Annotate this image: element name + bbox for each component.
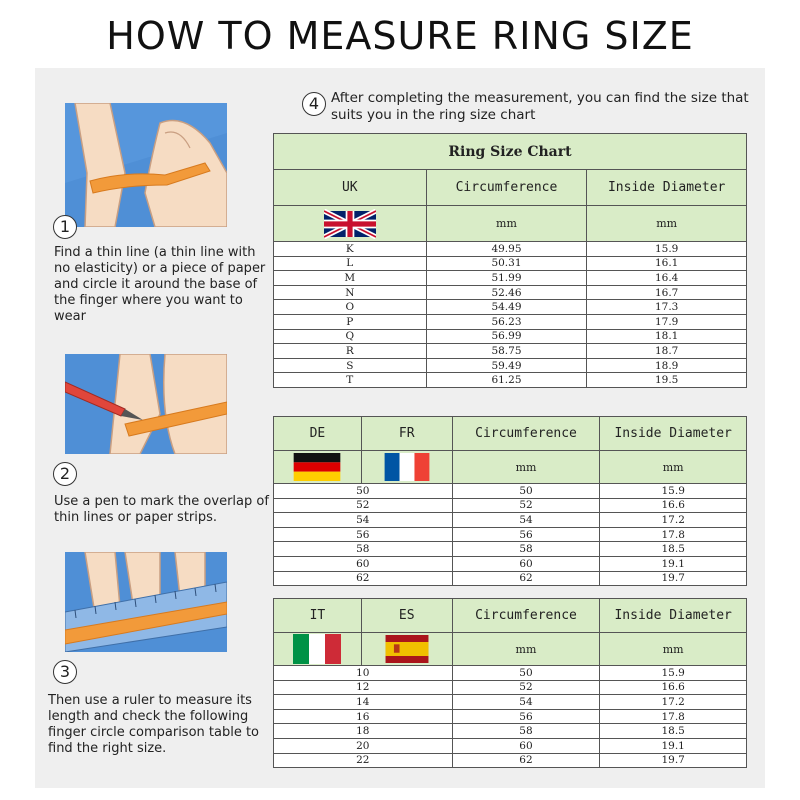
size-cell: 54 bbox=[274, 513, 453, 528]
header-inside-diameter: Inside Diameter bbox=[600, 417, 747, 451]
table-row bbox=[274, 709, 747, 724]
circumference-cell: 51.99 bbox=[426, 271, 587, 286]
inside-diameter-cell: 18.1 bbox=[587, 329, 747, 344]
inside-diameter-cell: 15.9 bbox=[587, 242, 747, 257]
circumference-cell: 56.99 bbox=[426, 329, 587, 344]
inside-diameter-cell: 18.9 bbox=[587, 358, 747, 373]
circumference-cell: 52 bbox=[452, 680, 600, 695]
circumference-cell: 62 bbox=[452, 753, 600, 768]
size-cell: 22 bbox=[274, 753, 453, 768]
table-row bbox=[274, 556, 747, 571]
step4-number: 4 bbox=[302, 92, 326, 116]
table-row bbox=[274, 285, 747, 300]
circumference-cell: 61.25 bbox=[426, 373, 587, 388]
circumference-cell: 50 bbox=[452, 666, 600, 681]
size-cell: 10 bbox=[274, 666, 453, 681]
table-row bbox=[274, 373, 747, 388]
size-cell: 20 bbox=[274, 738, 453, 753]
unit-circumference: mm bbox=[426, 206, 587, 242]
circumference-cell: 60 bbox=[452, 738, 600, 753]
inside-diameter-cell: 16.6 bbox=[600, 498, 747, 513]
inside-diameter-cell: 16.6 bbox=[600, 680, 747, 695]
table-row bbox=[274, 498, 747, 513]
size-cell: 52 bbox=[274, 498, 453, 513]
size-cell: L bbox=[274, 256, 427, 271]
header-it: IT bbox=[274, 599, 362, 633]
france-flag-icon bbox=[383, 453, 431, 481]
table-row bbox=[274, 256, 747, 271]
italy-flag-icon bbox=[293, 634, 341, 664]
circumference-cell: 54 bbox=[452, 513, 600, 528]
step2-illustration bbox=[65, 354, 227, 454]
size-cell: M bbox=[274, 271, 427, 286]
inside-diameter-cell: 17.3 bbox=[587, 300, 747, 315]
size-cell: N bbox=[274, 285, 427, 300]
inside-diameter-cell: 17.2 bbox=[600, 513, 747, 528]
step4-text: After completing the measurement, you can find the size that suits you in the ring size chart bbox=[331, 90, 749, 123]
header-inside-diameter: Inside Diameter bbox=[600, 599, 747, 633]
circumference-cell: 54 bbox=[452, 695, 600, 710]
table-row bbox=[274, 242, 747, 257]
size-cell: 16 bbox=[274, 709, 453, 724]
table-row bbox=[274, 513, 747, 528]
circumference-cell: 56 bbox=[452, 709, 600, 724]
header-es: ES bbox=[361, 599, 452, 633]
step3-text: Then use a ruler to measure its length and check the following finger circle comparison table to find the right size. bbox=[48, 693, 260, 756]
inside-diameter-cell: 19.1 bbox=[600, 738, 747, 753]
header-fr: FR bbox=[361, 417, 452, 451]
step2-text: Use a pen to mark the overlap of thin lines or paper strips. bbox=[54, 494, 269, 525]
table-row bbox=[274, 300, 747, 315]
header-uk: UK bbox=[274, 170, 427, 206]
size-cell: 50 bbox=[274, 484, 453, 499]
circumference-cell: 52.46 bbox=[426, 285, 587, 300]
size-cell: S bbox=[274, 358, 427, 373]
unit-circumference: mm bbox=[452, 451, 600, 484]
circumference-cell: 59.49 bbox=[426, 358, 587, 373]
circumference-cell: 58 bbox=[452, 724, 600, 739]
inside-diameter-cell: 17.8 bbox=[600, 527, 747, 542]
size-cell: Q bbox=[274, 329, 427, 344]
table-row bbox=[274, 314, 747, 329]
table-row bbox=[274, 527, 747, 542]
size-cell: P bbox=[274, 314, 427, 329]
spain-flag-icon bbox=[384, 635, 430, 663]
circumference-cell: 54.49 bbox=[426, 300, 587, 315]
table-row bbox=[274, 738, 747, 753]
inside-diameter-cell: 18.5 bbox=[600, 542, 747, 557]
circumference-cell: 56 bbox=[452, 527, 600, 542]
fr-flag-cell bbox=[361, 451, 452, 484]
size-cell: R bbox=[274, 344, 427, 359]
unit-inside-diameter: mm bbox=[600, 451, 747, 484]
header-inside-diameter: Inside Diameter bbox=[587, 170, 747, 206]
table-row bbox=[274, 358, 747, 373]
inside-diameter-cell: 17.2 bbox=[600, 695, 747, 710]
inside-diameter-cell: 19.7 bbox=[600, 571, 747, 586]
uk-size-table bbox=[273, 133, 747, 388]
inside-diameter-cell: 18.5 bbox=[600, 724, 747, 739]
table-row bbox=[274, 542, 747, 557]
header-circumference: Circumference bbox=[452, 417, 600, 451]
inside-diameter-cell: 19.7 bbox=[600, 753, 747, 768]
circumference-cell: 50.31 bbox=[426, 256, 587, 271]
table-row bbox=[274, 329, 747, 344]
inside-diameter-cell: 17.9 bbox=[587, 314, 747, 329]
size-cell: 60 bbox=[274, 556, 453, 571]
uk-flag-icon bbox=[324, 209, 376, 239]
unit-circumference: mm bbox=[452, 633, 600, 666]
step2-number: 2 bbox=[53, 462, 77, 486]
table-row bbox=[274, 753, 747, 768]
table-row bbox=[274, 724, 747, 739]
table-row bbox=[274, 680, 747, 695]
unit-inside-diameter: mm bbox=[600, 633, 747, 666]
page-title: HOW TO MEASURE RING SIZE bbox=[106, 14, 694, 58]
it-es-size-table bbox=[273, 598, 747, 768]
it-flag-cell bbox=[274, 633, 362, 666]
circumference-cell: 52 bbox=[452, 498, 600, 513]
circumference-cell: 49.95 bbox=[426, 242, 587, 257]
step1-text: Find a thin line (a thin line with no elasticity) or a piece of paper and circle it around the base of the finger where you want to wear bbox=[54, 245, 266, 324]
size-cell: 62 bbox=[274, 571, 453, 586]
unit-inside-diameter: mm bbox=[587, 206, 747, 242]
germany-flag-icon bbox=[292, 453, 342, 481]
circumference-cell: 58 bbox=[452, 542, 600, 557]
size-cell: 56 bbox=[274, 527, 453, 542]
inside-diameter-cell: 15.9 bbox=[600, 484, 747, 499]
header-de: DE bbox=[274, 417, 362, 451]
step1-number: 1 bbox=[53, 215, 77, 239]
es-flag-cell bbox=[361, 633, 452, 666]
inside-diameter-cell: 18.7 bbox=[587, 344, 747, 359]
table-row bbox=[274, 571, 747, 586]
circumference-cell: 60 bbox=[452, 556, 600, 571]
inside-diameter-cell: 19.5 bbox=[587, 373, 747, 388]
table-row bbox=[274, 344, 747, 359]
inside-diameter-cell: 17.8 bbox=[600, 709, 747, 724]
step3-illustration bbox=[65, 552, 227, 652]
table-row bbox=[274, 484, 747, 499]
step1-illustration bbox=[65, 103, 227, 227]
header-circumference: Circumference bbox=[426, 170, 587, 206]
circumference-cell: 62 bbox=[452, 571, 600, 586]
table-row bbox=[274, 695, 747, 710]
inside-diameter-cell: 15.9 bbox=[600, 666, 747, 681]
inside-diameter-cell: 16.1 bbox=[587, 256, 747, 271]
size-cell: 18 bbox=[274, 724, 453, 739]
table-caption: Ring Size Chart bbox=[274, 134, 747, 170]
size-cell: K bbox=[274, 242, 427, 257]
de-flag-cell bbox=[274, 451, 362, 484]
circumference-cell: 50 bbox=[452, 484, 600, 499]
inside-diameter-cell: 19.1 bbox=[600, 556, 747, 571]
table-row bbox=[274, 666, 747, 681]
size-cell: 12 bbox=[274, 680, 453, 695]
size-cell: 14 bbox=[274, 695, 453, 710]
circumference-cell: 58.75 bbox=[426, 344, 587, 359]
table-row bbox=[274, 271, 747, 286]
size-cell: T bbox=[274, 373, 427, 388]
step3-number: 3 bbox=[53, 660, 77, 684]
header-circumference: Circumference bbox=[452, 599, 600, 633]
uk-flag-cell bbox=[274, 206, 427, 242]
inside-diameter-cell: 16.7 bbox=[587, 285, 747, 300]
inside-diameter-cell: 16.4 bbox=[587, 271, 747, 286]
circumference-cell: 56.23 bbox=[426, 314, 587, 329]
de-fr-size-table bbox=[273, 416, 747, 586]
size-cell: O bbox=[274, 300, 427, 315]
size-cell: 58 bbox=[274, 542, 453, 557]
